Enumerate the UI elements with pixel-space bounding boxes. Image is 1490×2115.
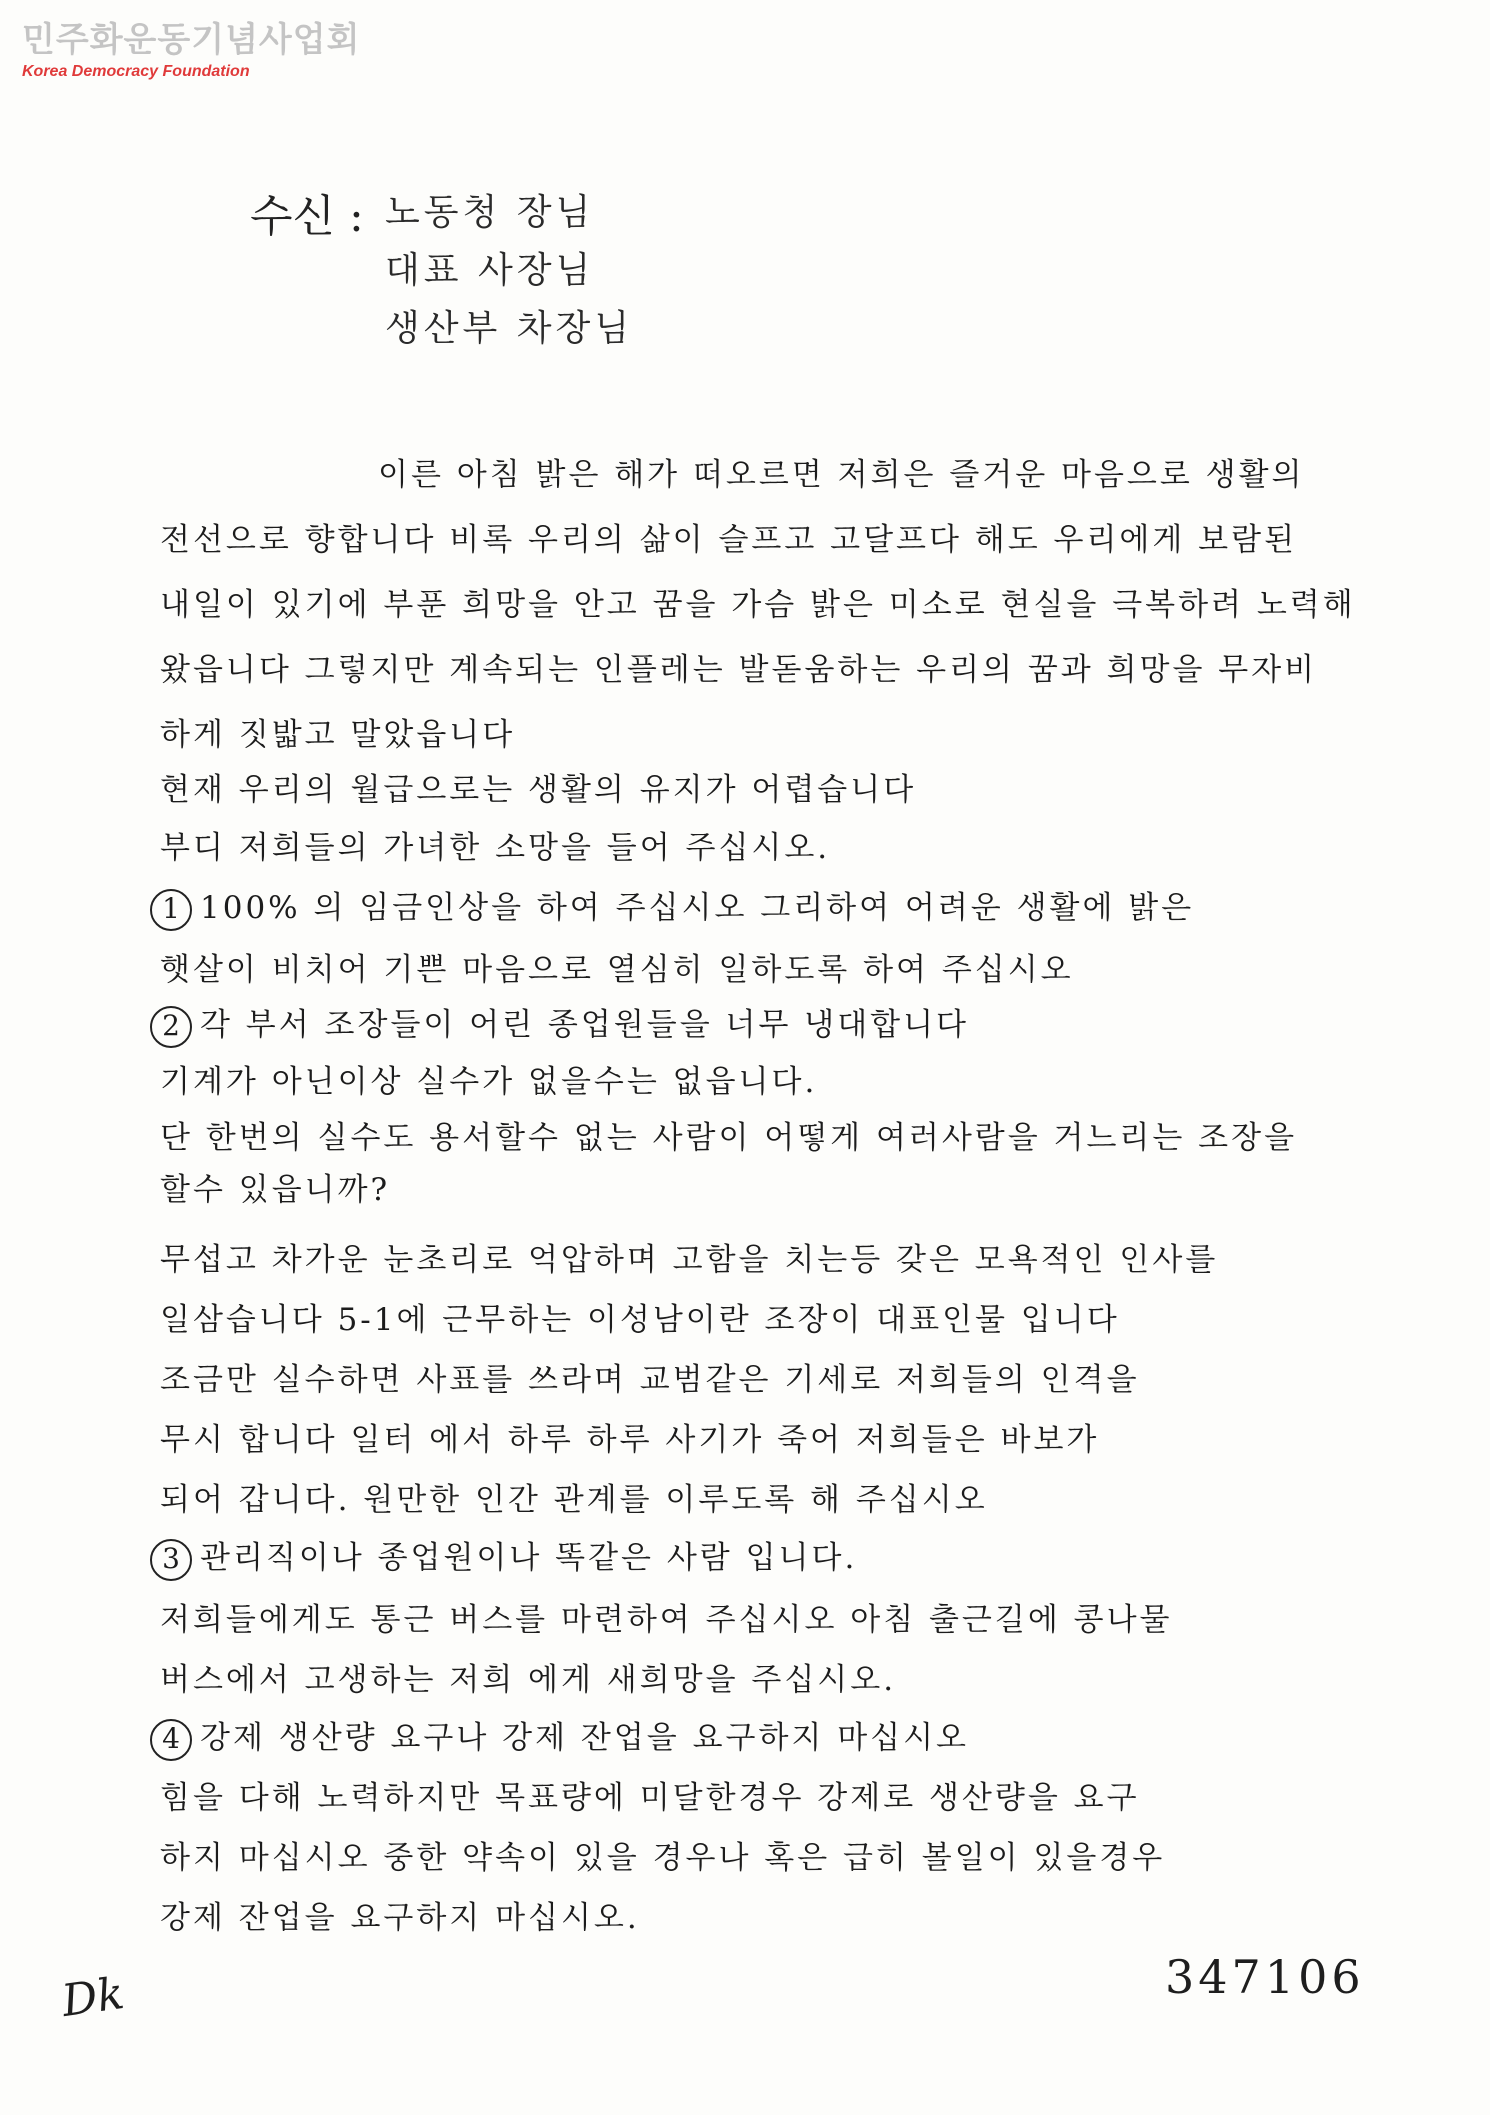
letter-line-text: 관리직이나 종업원이나 똑같은 사람 입니다. (200, 1540, 858, 1576)
letter-line: 기계가 아닌이상 실수가 없을수는 없읍니다. (160, 1064, 818, 1100)
recipient-label: 수신 : (250, 191, 364, 242)
document-number: 347106 (1165, 1950, 1365, 2004)
item-number-marker: 3 (150, 1539, 192, 1581)
letter-line-item-1 (150, 888, 1194, 931)
recipient-name: 대표 사장님 (385, 250, 595, 291)
letter-line: 내일이 있기에 부푼 희망을 안고 꿈을 가슴 밝은 미소로 현실을 극복하려 노력해 (160, 587, 1356, 623)
letter-line: 왔읍니다 그렇지만 계속되는 인플레는 발돋움하는 우리의 꿈과 희망을 무자비 (160, 652, 1318, 688)
letter-line: 버스에서 고생하는 저희 에게 새희망을 주십시오. (160, 1662, 897, 1698)
item-number-marker: 4 (150, 1719, 192, 1761)
letter-line-item-3 (150, 1538, 857, 1581)
letter-line: 힘을 다해 노력하지만 목표량에 미달한경우 강제로 생산량을 요구 (160, 1780, 1140, 1816)
letter-line: 일삼습니다 5-1에 근무하는 이성남이란 조장이 대표인물 입니다 (160, 1302, 1120, 1338)
letter-line-item-2 (150, 1005, 969, 1048)
letter-line-text: 100% 의 임금인상을 하여 주십시오 그리하여 어려운 생활에 밝은 (200, 890, 1195, 926)
recipient-name: 생산부 차장님 (385, 308, 634, 349)
letter-line: 햇살이 비치어 기쁜 마음으로 열심히 일하도록 하여 주십시오 (160, 952, 1074, 988)
letter-line: 단 한번의 실수도 용서할수 없는 사람이 어떻게 여러사람을 거느리는 조장을 (160, 1120, 1298, 1156)
item-number-marker: 1 (150, 889, 192, 931)
letter-line: 할수 있읍니까? (160, 1172, 391, 1208)
letter-line: 무시 합니다 일터 에서 하루 하루 사기가 죽어 저희들은 바보가 (160, 1422, 1100, 1458)
item-number-marker: 2 (150, 1006, 192, 1048)
letter-line: 현재 우리의 월급으로는 생활의 유지가 어렵습니다 (160, 772, 917, 808)
letter-line: 강제 잔업을 요구하지 마십시오. (160, 1900, 640, 1936)
letter-line: 하지 마십시오 중한 약속이 있을 경우나 혹은 급히 볼일이 있을경우 (160, 1840, 1166, 1876)
letter-line-text: 강제 생산량 요구나 강제 잔업을 요구하지 마십시오 (200, 1720, 969, 1756)
letter-line: 이른 아침 밝은 해가 떠오르면 저희은 즐거운 마음으로 생활의 (378, 457, 1305, 493)
letter-line: 조금만 실수하면 사표를 쓰라며 교범같은 기세로 저희들의 인격을 (160, 1362, 1140, 1398)
logo-english-text: Korea Democracy Foundation (22, 63, 250, 80)
handwritten-initials: Dk (58, 1967, 128, 2028)
recipient-name: 노동청 장님 (385, 192, 595, 233)
letter-line-item-4 (150, 1718, 969, 1761)
letter-line: 부디 저희들의 가녀한 소망을 들어 주십시오. (160, 830, 831, 866)
letter-line: 하게 짓밟고 말았읍니다 (160, 717, 516, 753)
letter-line: 전선으로 향합니다 비록 우리의 삶이 슬프고 고달프다 해도 우리에게 보람된 (160, 522, 1298, 558)
letter-line: 되어 갑니다. 원만한 인간 관계를 이루도록 해 주십시오 (160, 1482, 988, 1518)
logo-korean-text: 민주화운동기념사업회 (22, 20, 361, 60)
letter-line: 무섭고 차가운 눈초리로 억압하며 고함을 치는등 갖은 모욕적인 인사를 (160, 1242, 1219, 1278)
letter-line-text: 각 부서 조장들이 어린 종업원들을 너무 냉대합니다 (200, 1007, 969, 1043)
letter-line: 저희들에게도 통근 버스를 마련하여 주십시오 아침 출근길에 콩나물 (160, 1602, 1173, 1638)
